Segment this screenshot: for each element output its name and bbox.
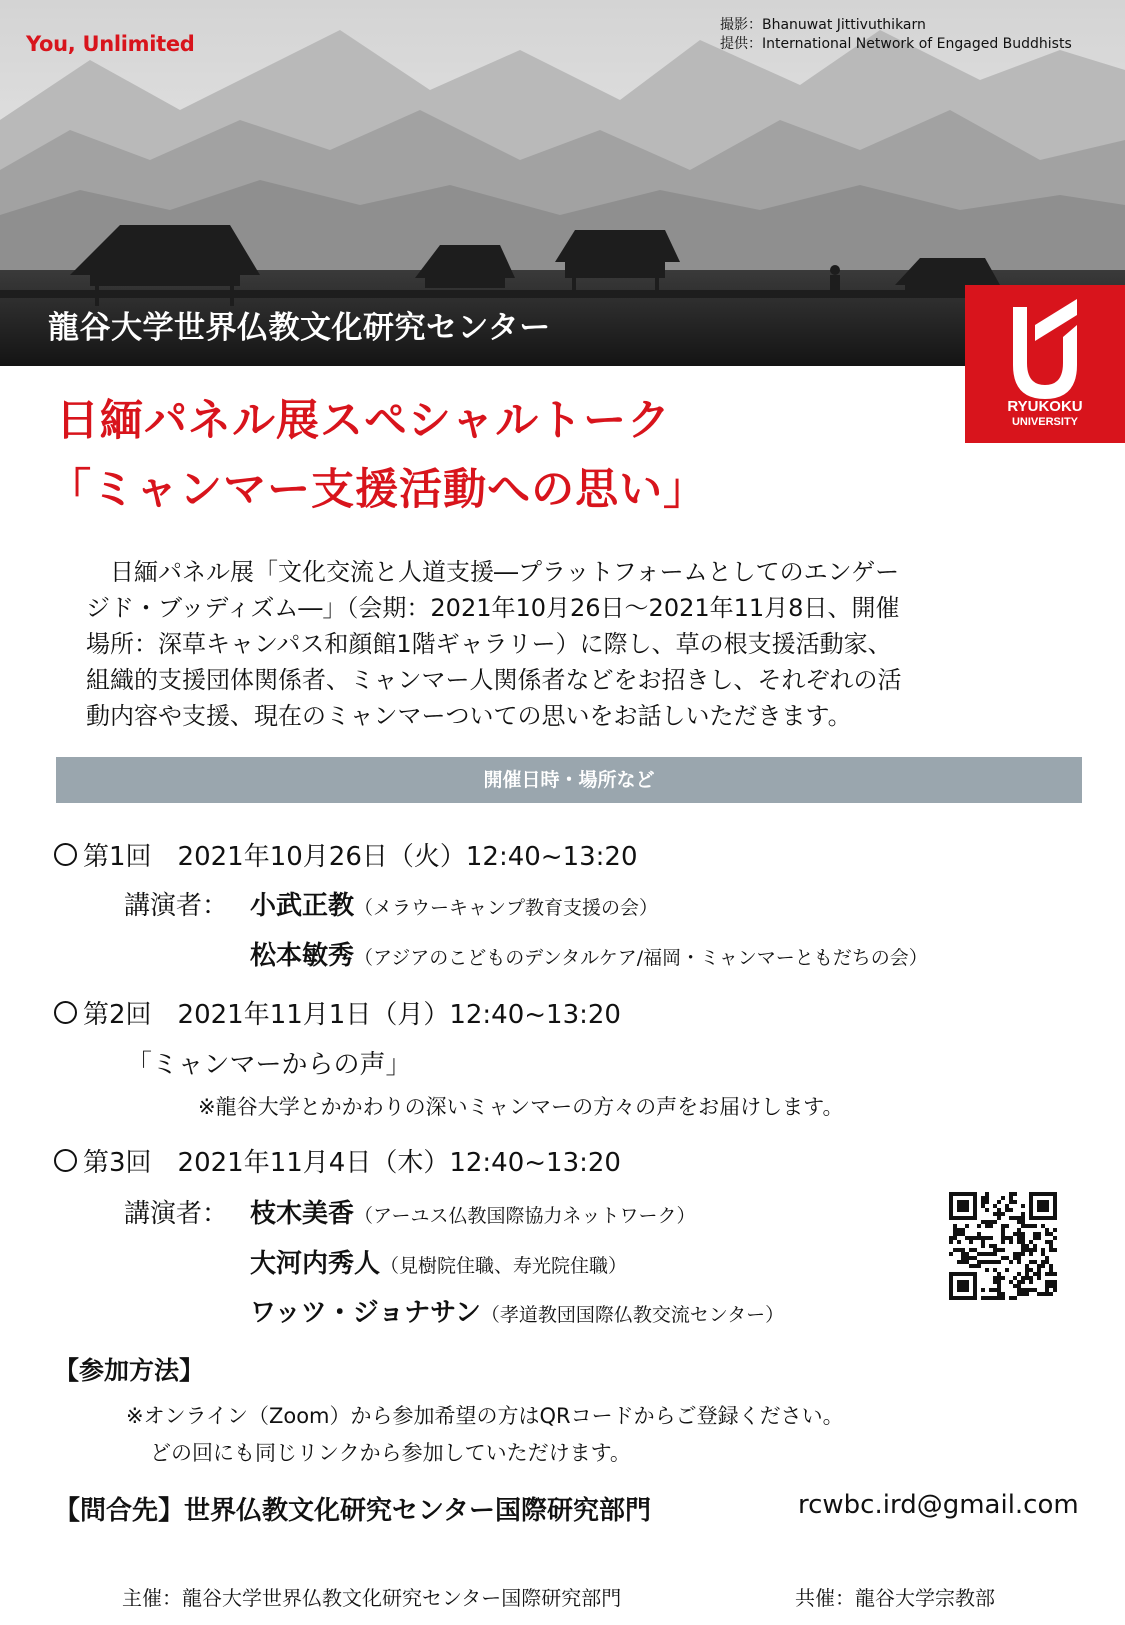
speaker-name: 大河内秀人	[250, 1249, 381, 1279]
cohost-organization: 共催：龍谷大学宗教部	[795, 1586, 995, 1610]
qr-code-icon	[949, 1192, 1057, 1300]
circle-bullet-icon	[54, 843, 77, 866]
host-organization: 主催：龍谷大学世界仏教文化研究センター国際研究部門	[122, 1586, 622, 1610]
speaker-name: 松本敏秀	[250, 941, 355, 971]
registration-qr-code[interactable]	[949, 1192, 1057, 1300]
speaker-label: 講演者：	[124, 1199, 229, 1229]
intro-paragraph	[86, 554, 1086, 734]
brand-slogan: You, Unlimited	[26, 32, 195, 56]
speaker-row	[250, 935, 928, 972]
circle-bullet-icon	[54, 1001, 77, 1024]
speaker-row	[250, 1243, 627, 1280]
logo-line2: UNIVERSITY	[1011, 416, 1078, 428]
speaker-row	[250, 1193, 695, 1230]
session-2-heading-text: 第2回 2021年11月1日（月）12:40~13:20	[83, 1000, 621, 1030]
provided-credit-line: 提供：International Network of Engaged Buddhists	[720, 36, 1072, 52]
session-2-heading	[54, 994, 621, 1031]
speaker-label: 講演者：	[124, 891, 229, 921]
speaker-org: （見樹院住職、寿光院住職）	[380, 1255, 628, 1277]
contact-row	[54, 1490, 651, 1527]
participation-line-1: ※オンライン（Zoom）から参加希望の方はQRコードからご登録ください。	[126, 1404, 844, 1428]
intro-line: 場所：深草キャンパス和顔館1階ギャラリー）に際し、草の根支援活動家、	[86, 630, 892, 658]
session-3-heading-text: 第3回 2021年11月4日（木）12:40~13:20	[83, 1148, 621, 1178]
contact-department: 世界仏教文化研究センター国際研究部門	[184, 1496, 651, 1526]
photo-credit-line: 撮影：Bhanuwat Jittivuthikarn	[720, 17, 926, 33]
participation-heading: 【参加方法】	[54, 1356, 205, 1385]
intro-line: 動内容や支援、現在のミャンマーついての思いをお話しいただきます。	[86, 702, 852, 730]
speaker-name: 枝木美香	[250, 1199, 355, 1229]
photo-credits	[720, 16, 1072, 54]
participation-line-2: どの回にも同じリンクから参加していただけます。	[150, 1441, 631, 1465]
circle-bullet-icon	[54, 1149, 77, 1172]
session-2-note: ※龍谷大学とかかわりの深いミャンマーの方々の声をお届けします。	[198, 1095, 844, 1119]
session-1-heading-text: 第1回 2021年10月26日（火）12:40~13:20	[83, 842, 638, 872]
intro-line: 日緬パネル展「文化交流と人道支援―プラットフォームとしてのエンゲー	[86, 558, 900, 586]
speaker-name: ワッツ・ジョナサン	[250, 1298, 481, 1328]
logo-line1: RYUKOKU	[1007, 398, 1083, 415]
session-1-heading	[54, 836, 638, 873]
speaker-row	[250, 885, 658, 922]
intro-line: 組織的支援団体関係者、ミャンマー人関係者などをお招きし、それぞれの活	[86, 666, 902, 694]
speaker-org: （アーユス仏教国際協力ネットワーク）	[354, 1205, 696, 1227]
speaker-row	[250, 1292, 784, 1329]
center-name: 龍谷大学世界仏教文化研究センター	[48, 310, 551, 346]
title-line-2: 「ミャンマー支援活動への思い」	[48, 465, 708, 515]
ryukoku-logo	[965, 285, 1125, 443]
intro-line: ジド・ブッディズム―」（会期：2021年10月26日～2021年11月8日、開催	[86, 594, 900, 622]
contact-email[interactable]: rcwbc.ird@gmail.com	[798, 1490, 1079, 1520]
speaker-org: （孝道教団国際仏教交流センター）	[480, 1304, 785, 1326]
section-bar: 開催日時・場所など	[56, 757, 1082, 803]
contact-label: 【問合先】	[54, 1496, 185, 1526]
speaker-org: （アジアのこどものデンタルケア/福岡・ミャンマーともだちの会）	[354, 947, 928, 969]
speaker-org: （メラウーキャンプ教育支援の会）	[354, 897, 659, 919]
title-line-1: 日緬パネル展スペシャルトーク	[56, 396, 672, 446]
session-2-title: 「ミャンマーからの声」	[126, 1050, 412, 1080]
speaker-name: 小武正教	[250, 891, 355, 921]
session-3-heading	[54, 1142, 621, 1179]
